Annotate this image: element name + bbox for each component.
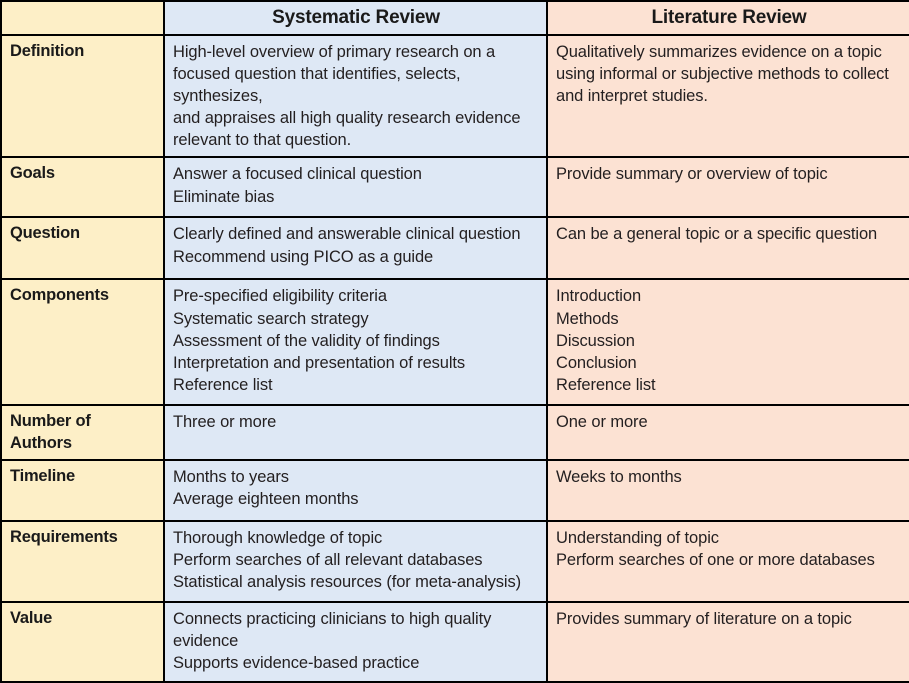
row-label-timeline [1, 460, 164, 521]
cell-line: Clearly defined and answerable clinical question [173, 225, 521, 244]
cell-line: Discussion [556, 331, 635, 350]
row-label-text: Definition [10, 41, 85, 60]
cell-lines [173, 411, 539, 433]
header-row [1, 1, 909, 35]
cell-line: relevant to that question. [173, 131, 352, 150]
table-row [1, 602, 909, 682]
cell-line: High-level overview of primary research on a [173, 42, 496, 61]
header-systematic-review-label: Systematic Review [272, 7, 440, 28]
cell-line: Reference list [556, 375, 656, 394]
row-label-text: Question [10, 224, 80, 243]
row-label-definition [1, 35, 164, 158]
cell-line: Qualitatively summarizes evidence on a topic [556, 42, 882, 61]
cell-line: Recommend using PICO as a guide [173, 247, 434, 266]
cell-lines [173, 41, 539, 152]
row-label-goals [1, 157, 164, 217]
cell-value-systematic [164, 602, 547, 682]
cell-line: Perform searches of one or more databases [556, 550, 875, 569]
cell-lines [556, 411, 902, 433]
cell-line: Perform searches of all relevant databases [173, 550, 483, 569]
table-row [1, 460, 909, 521]
cell-line: Average eighteen months [173, 489, 359, 508]
row-label-question [1, 217, 164, 279]
cell-lines [556, 223, 902, 245]
cell-line: Reference list [173, 375, 273, 394]
cell-lines [556, 608, 902, 630]
cell-goals-systematic [164, 157, 547, 217]
cell-line: evidence [173, 631, 239, 650]
row-label-components [1, 279, 164, 405]
cell-lines [173, 163, 539, 207]
cell-line: One or more [556, 413, 648, 432]
cell-lines [173, 466, 539, 510]
row-label-number-of-authors [1, 405, 164, 459]
header-literature-review-label: Literature Review [651, 7, 807, 28]
cell-line: Methods [556, 309, 619, 328]
table-row [1, 35, 909, 158]
cell-goals-literature [547, 157, 909, 217]
table-row [1, 217, 909, 279]
cell-line: Answer a focused clinical question [173, 165, 422, 184]
cell-line: and appraises all high quality research evidence [173, 109, 521, 128]
cell-line: Thorough knowledge of topic [173, 528, 383, 547]
cell-lines [556, 285, 902, 396]
cell-lines [556, 466, 902, 488]
row-label-text: Goals [10, 164, 55, 183]
row-label-text: Value [10, 608, 53, 627]
cell-line: and interpret studies. [556, 87, 708, 106]
cell-line: Three or more [173, 413, 277, 432]
row-label-text: Timeline [10, 466, 76, 485]
row-label-text: Requirements [10, 527, 118, 546]
cell-requirements-systematic [164, 521, 547, 602]
table-header [1, 1, 909, 35]
cell-question-literature [547, 217, 909, 279]
cell-line: Provide summary or overview of topic [556, 165, 828, 184]
cell-definition-literature [547, 35, 909, 158]
row-label-text: Number of Authors [10, 412, 91, 452]
cell-line: Interpretation and presentation of results [173, 353, 466, 372]
cell-lines [556, 527, 902, 571]
table-row [1, 521, 909, 602]
header-literature-review [547, 1, 909, 35]
header-systematic-review [164, 1, 547, 35]
cell-line: Supports evidence-based practice [173, 653, 420, 672]
cell-line: Pre-specified eligibility criteria [173, 287, 387, 306]
cell-lines [556, 163, 902, 185]
cell-line: Systematic search strategy [173, 309, 369, 328]
cell-number-of-authors-literature [547, 405, 909, 459]
cell-definition-systematic [164, 35, 547, 158]
table-row [1, 405, 909, 459]
row-label-value [1, 602, 164, 682]
cell-question-systematic [164, 217, 547, 279]
cell-line: Statistical analysis resources (for meta-analysis) [173, 572, 522, 591]
cell-line: Can be a general topic or a specific question [556, 225, 878, 244]
table-row [1, 157, 909, 217]
cell-line: Understanding of topic [556, 528, 719, 547]
cell-lines [173, 527, 539, 593]
cell-line: using informal or subjective methods to collect [556, 65, 889, 83]
cell-line: Months to years [173, 467, 289, 486]
cell-line: Provides summary of literature on a topic [556, 609, 852, 628]
cell-line: focused question that identifies, selects, synthesizes, [173, 65, 461, 106]
cell-line: Assessment of the validity of findings [173, 331, 440, 350]
cell-number-of-authors-systematic [164, 405, 547, 459]
header-corner-label [10, 7, 156, 8]
row-label-requirements [1, 521, 164, 602]
cell-timeline-systematic [164, 460, 547, 521]
cell-timeline-literature [547, 460, 909, 521]
cell-value-literature [547, 602, 909, 682]
row-label-text: Components [10, 286, 109, 305]
cell-components-literature [547, 279, 909, 405]
cell-lines [173, 608, 539, 674]
cell-line: Eliminate bias [173, 187, 275, 206]
header-corner-cell [1, 1, 164, 35]
table-body [1, 35, 909, 682]
table-row [1, 279, 909, 405]
cell-requirements-literature [547, 521, 909, 602]
cell-components-systematic [164, 279, 547, 405]
cell-lines [556, 41, 902, 107]
cell-line: Conclusion [556, 353, 637, 372]
cell-line: Introduction [556, 287, 642, 306]
cell-lines [173, 285, 539, 396]
cell-line: Connects practicing clinicians to high quality [173, 609, 492, 628]
cell-line: Weeks to months [556, 467, 682, 486]
cell-lines [173, 223, 539, 267]
